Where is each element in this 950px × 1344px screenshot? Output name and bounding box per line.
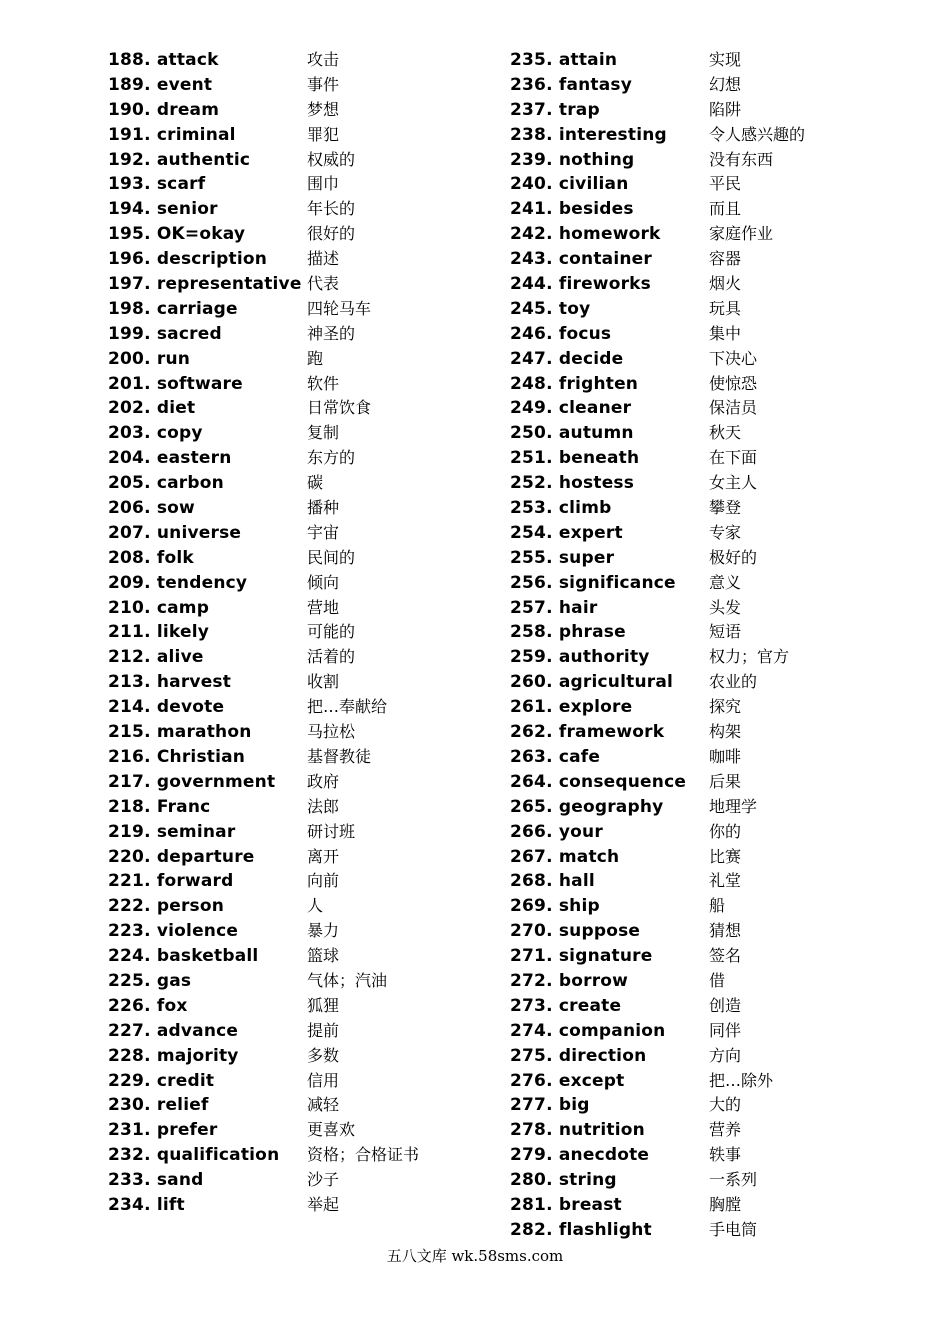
vocab-meaning: 围巾 [307, 174, 340, 194]
vocab-row [108, 1019, 488, 1044]
vocab-row [108, 1118, 488, 1143]
vocab-meaning: 胸膛 [709, 1194, 742, 1214]
vocab-term: 257. hair [510, 597, 598, 618]
vocab-term: 201. software [108, 373, 243, 394]
vocab-row [510, 1218, 890, 1243]
vocab-row [510, 297, 890, 322]
vocab-term: 188. attack [108, 50, 219, 70]
vocab-row [108, 969, 488, 994]
vocab-row [108, 1069, 488, 1094]
vocab-meaning: 东方的 [307, 448, 356, 468]
vocab-meaning: 把…除外 [709, 1070, 774, 1090]
vocabulary-column-left [108, 48, 488, 1218]
vocab-row [108, 521, 488, 546]
vocab-term: 231. prefer [108, 1120, 218, 1141]
vocab-term: 281. breast [510, 1194, 622, 1215]
vocab-row [510, 148, 890, 173]
vocab-meaning: 基督教徒 [307, 746, 372, 766]
vocab-term: 269. ship [510, 896, 600, 917]
vocab-meaning: 下决心 [709, 348, 758, 368]
vocab-term: 195. OK=okay [108, 224, 246, 245]
vocab-meaning: 气体；汽油 [307, 970, 388, 990]
vocab-row [510, 670, 890, 695]
vocab-term: 242. homework [510, 224, 661, 245]
vocab-row [510, 620, 890, 645]
vocab-meaning: 神圣的 [307, 323, 356, 343]
vocab-term: 262. framework [510, 722, 665, 743]
vocab-meaning: 向前 [307, 871, 340, 891]
vocab-row [510, 1019, 890, 1044]
vocab-term: 208. folk [108, 547, 194, 568]
vocab-term: 266. your [510, 821, 603, 842]
vocab-meaning: 罪犯 [307, 124, 340, 144]
vocab-term: 250. autumn [510, 423, 634, 444]
vocab-term: 251. beneath [510, 448, 640, 469]
vocab-meaning: 构架 [709, 722, 742, 742]
vocab-row [108, 596, 488, 621]
vocab-meaning: 令人感兴趣的 [709, 124, 806, 144]
vocabulary-column-right [510, 48, 890, 1243]
vocab-term: 224. basketball [108, 946, 259, 967]
vocab-meaning: 地理学 [709, 796, 758, 816]
vocab-row [510, 222, 890, 247]
vocab-term: 259. authority [510, 647, 650, 668]
vocab-term: 265. geography [510, 796, 664, 817]
vocab-row [108, 869, 488, 894]
vocab-meaning: 信用 [307, 1070, 340, 1090]
vocab-term: 278. nutrition [510, 1120, 645, 1141]
vocab-term: 272. borrow [510, 970, 629, 991]
vocab-term: 270. suppose [510, 921, 641, 942]
vocab-row [510, 571, 890, 596]
vocab-row [108, 421, 488, 446]
vocab-term: 241. besides [510, 199, 634, 220]
vocab-row [510, 347, 890, 372]
vocab-term: 237. trap [510, 99, 600, 120]
vocab-term: 190. dream [108, 99, 220, 120]
vocab-row [510, 645, 890, 670]
vocab-term: 203. copy [108, 423, 203, 444]
vocab-term: 255. super [510, 547, 615, 568]
vocab-row [108, 1168, 488, 1193]
vocab-meaning: 马拉松 [307, 722, 356, 742]
vocab-meaning: 复制 [307, 423, 340, 443]
vocab-term: 276. except [510, 1070, 625, 1091]
vocab-meaning: 猜想 [709, 921, 742, 941]
vocab-row [510, 944, 890, 969]
vocab-row [510, 596, 890, 621]
vocab-meaning: 家庭作业 [709, 224, 774, 244]
vocab-term: 248. frighten [510, 373, 639, 394]
vocab-term: 219. seminar [108, 821, 236, 842]
vocab-meaning: 陷阱 [709, 99, 742, 119]
vocab-term: 220. departure [108, 846, 255, 867]
vocab-term: 245. toy [510, 298, 591, 319]
vocab-term: 274. companion [510, 1020, 666, 1041]
vocab-row [108, 919, 488, 944]
vocab-meaning: 人 [307, 896, 324, 916]
vocab-meaning: 平民 [709, 174, 742, 194]
vocab-term: 209. tendency [108, 572, 248, 593]
vocab-meaning: 跑 [307, 348, 324, 368]
vocab-meaning: 没有东西 [709, 149, 774, 169]
vocab-row [510, 48, 890, 73]
vocab-term: 249. cleaner [510, 398, 632, 419]
vocab-meaning: 多数 [307, 1045, 340, 1065]
vocab-meaning: 农业的 [709, 672, 758, 692]
vocab-term: 273. create [510, 995, 622, 1016]
vocab-meaning: 集中 [709, 323, 742, 343]
vocab-meaning: 玩具 [709, 298, 742, 318]
page-footer: 五八文库 wk.58sms.com [386, 1247, 564, 1265]
vocab-term: 226. fox [108, 995, 188, 1016]
vocab-term: 212. alive [108, 647, 204, 668]
vocab-row [108, 48, 488, 73]
vocab-row [510, 720, 890, 745]
vocab-term: 232. qualification [108, 1145, 280, 1166]
vocab-meaning: 资格；合格证书 [307, 1145, 420, 1165]
vocab-row [108, 1193, 488, 1218]
vocab-row [510, 1044, 890, 1069]
vocab-row [108, 297, 488, 322]
vocab-meaning: 营养 [709, 1120, 742, 1140]
vocab-meaning: 探究 [709, 697, 742, 717]
vocab-row [510, 247, 890, 272]
vocab-meaning: 政府 [307, 771, 340, 791]
vocab-term: 206. sow [108, 498, 195, 519]
vocab-row [108, 322, 488, 347]
vocab-term: 261. explore [510, 697, 633, 718]
vocab-row [108, 620, 488, 645]
vocab-meaning: 收割 [307, 672, 340, 692]
vocab-meaning: 事件 [307, 74, 340, 94]
vocab-meaning: 方向 [709, 1045, 742, 1065]
vocab-row [510, 197, 890, 222]
vocab-term: 264. consequence [510, 771, 687, 792]
vocab-term: 196. description [108, 249, 268, 270]
vocab-row [108, 894, 488, 919]
vocab-meaning: 暴力 [307, 921, 340, 941]
vocab-meaning: 烟火 [709, 274, 742, 294]
vocab-term: 229. credit [108, 1070, 215, 1091]
vocab-term: 218. Franc [108, 796, 211, 817]
vocab-term: 260. agricultural [510, 672, 674, 693]
vocab-row [510, 73, 890, 98]
vocab-row [108, 994, 488, 1019]
vocab-meaning: 倾向 [307, 572, 340, 592]
vocab-term: 194. senior [108, 199, 218, 220]
vocab-row [108, 820, 488, 845]
vocab-row [510, 98, 890, 123]
vocab-row [510, 845, 890, 870]
vocab-row [108, 645, 488, 670]
vocab-meaning: 很好的 [307, 224, 356, 244]
vocab-term: 227. advance [108, 1020, 239, 1041]
vocab-meaning: 女主人 [709, 473, 758, 493]
vocab-row [510, 396, 890, 421]
vocab-meaning: 可能的 [307, 622, 356, 642]
vocab-row [510, 521, 890, 546]
vocab-row [108, 1143, 488, 1168]
vocab-term: 275. direction [510, 1045, 647, 1066]
vocab-row [108, 770, 488, 795]
vocab-meaning: 专家 [709, 522, 742, 542]
vocab-term: 223. violence [108, 921, 239, 942]
vocab-row [108, 347, 488, 372]
vocab-row [108, 396, 488, 421]
vocab-row [510, 894, 890, 919]
vocab-meaning: 举起 [307, 1194, 340, 1214]
vocab-meaning: 在下面 [709, 448, 758, 468]
vocab-term: 192. authentic [108, 149, 251, 170]
vocab-meaning: 日常饮食 [307, 398, 372, 418]
vocab-term: 247. decide [510, 348, 624, 369]
vocab-row [510, 546, 890, 571]
vocab-row [108, 172, 488, 197]
vocab-row [510, 795, 890, 820]
vocab-term: 221. forward [108, 871, 234, 892]
vocab-meaning: 意义 [709, 572, 742, 592]
vocab-meaning: 攻击 [307, 50, 340, 69]
vocab-row [108, 1044, 488, 1069]
vocab-row [108, 695, 488, 720]
vocab-row [108, 795, 488, 820]
vocab-term: 207. universe [108, 522, 242, 543]
vocab-term: 239. nothing [510, 149, 635, 170]
vocab-row [510, 123, 890, 148]
vocab-meaning: 而且 [709, 199, 742, 219]
vocab-meaning: 你的 [709, 821, 742, 841]
vocab-term: 193. scarf [108, 174, 206, 195]
vocab-row [510, 969, 890, 994]
vocab-meaning: 使惊恐 [709, 373, 758, 393]
vocab-term: 211. likely [108, 622, 210, 643]
vocab-row [108, 73, 488, 98]
vocab-meaning: 宇宙 [307, 522, 340, 542]
vocab-meaning: 借 [709, 970, 726, 990]
vocab-term: 238. interesting [510, 124, 667, 145]
vocab-term: 252. hostess [510, 473, 635, 494]
vocab-meaning: 研讨班 [307, 821, 356, 841]
vocab-term: 204. eastern [108, 448, 232, 469]
vocab-row [510, 1193, 890, 1218]
vocab-term: 191. criminal [108, 124, 236, 145]
vocab-term: 254. expert [510, 522, 623, 543]
vocab-meaning: 软件 [307, 373, 340, 393]
vocab-meaning: 头发 [709, 597, 742, 617]
vocab-row [108, 546, 488, 571]
vocab-term: 216. Christian [108, 746, 246, 767]
vocab-term: 233. sand [108, 1170, 204, 1191]
vocab-row [108, 446, 488, 471]
vocab-meaning: 咖啡 [709, 746, 742, 766]
vocab-term: 210. camp [108, 597, 210, 618]
vocab-term: 271. signature [510, 946, 653, 967]
vocab-row [108, 123, 488, 148]
vocab-meaning: 离开 [307, 846, 340, 866]
vocab-term: 236. fantasy [510, 74, 633, 95]
vocab-term: 240. civilian [510, 174, 629, 195]
vocab-term: 217. government [108, 771, 276, 792]
vocab-row [510, 421, 890, 446]
vocab-meaning: 播种 [307, 498, 340, 518]
vocab-term: 268. hall [510, 871, 595, 892]
vocab-term: 258. phrase [510, 622, 626, 643]
vocab-row [108, 372, 488, 397]
vocab-meaning: 一系列 [709, 1170, 758, 1190]
vocab-row [108, 745, 488, 770]
vocab-row [510, 372, 890, 397]
vocab-meaning: 把…奉献给 [307, 697, 388, 717]
vocab-row [510, 322, 890, 347]
vocab-meaning: 篮球 [307, 946, 340, 966]
vocab-term: 280. string [510, 1170, 617, 1191]
vocab-row [510, 770, 890, 795]
vocab-term: 230. relief [108, 1095, 209, 1116]
vocab-meaning: 创造 [709, 995, 742, 1015]
vocab-meaning: 保洁员 [709, 398, 758, 418]
vocab-row [510, 1118, 890, 1143]
vocab-row [108, 148, 488, 173]
vocab-meaning: 四轮马车 [307, 298, 372, 318]
vocab-row [510, 496, 890, 521]
vocab-term: 277. big [510, 1095, 590, 1116]
vocab-row [510, 471, 890, 496]
vocab-meaning: 营地 [307, 597, 340, 617]
vocab-term: 246. focus [510, 323, 612, 344]
vocab-row [510, 869, 890, 894]
vocab-row [108, 944, 488, 969]
vocab-term: 225. gas [108, 970, 192, 991]
vocab-meaning: 幻想 [709, 74, 742, 94]
vocab-row [108, 471, 488, 496]
vocab-term: 199. sacred [108, 323, 222, 344]
vocab-term: 243. container [510, 249, 652, 270]
vocab-meaning: 法郎 [307, 796, 340, 816]
vocab-row [108, 845, 488, 870]
vocab-term: 263. cafe [510, 746, 601, 767]
vocab-term: 197. representative [108, 274, 302, 295]
vocab-term: 253. climb [510, 498, 612, 519]
vocab-meaning: 实现 [709, 50, 742, 69]
vocab-term: 200. run [108, 348, 191, 369]
vocab-meaning: 狐狸 [307, 995, 340, 1015]
vocab-term: 256. significance [510, 572, 676, 593]
vocab-meaning: 年长的 [307, 199, 356, 219]
vocab-row [510, 446, 890, 471]
vocab-meaning: 描述 [307, 249, 340, 269]
vocab-meaning: 提前 [307, 1020, 340, 1040]
vocab-meaning: 攀登 [709, 498, 742, 518]
vocab-meaning: 大的 [709, 1095, 742, 1115]
vocab-row [108, 571, 488, 596]
vocab-row [108, 496, 488, 521]
vocab-term: 214. devote [108, 697, 225, 718]
vocab-term: 215. marathon [108, 722, 252, 743]
vocab-meaning: 短语 [709, 622, 742, 642]
vocab-term: 267. match [510, 846, 620, 867]
vocab-row [108, 222, 488, 247]
vocab-term: 205. carbon [108, 473, 224, 494]
vocab-term: 228. majority [108, 1045, 239, 1066]
vocab-meaning: 比赛 [709, 846, 742, 866]
vocab-meaning: 极好的 [709, 547, 758, 567]
vocab-term: 234. lift [108, 1194, 185, 1215]
vocab-meaning: 民间的 [307, 547, 356, 567]
vocab-row [510, 1168, 890, 1193]
vocab-meaning: 沙子 [307, 1170, 340, 1190]
vocab-row [510, 695, 890, 720]
vocab-meaning: 同伴 [709, 1020, 742, 1040]
vocab-row [510, 1143, 890, 1168]
vocab-term: 235. attain [510, 50, 618, 70]
vocab-meaning: 减轻 [307, 1095, 340, 1115]
vocab-meaning: 代表 [307, 274, 340, 294]
vocab-row [510, 172, 890, 197]
vocab-term: 198. carriage [108, 298, 238, 319]
vocab-row [510, 1093, 890, 1118]
vocab-term: 222. person [108, 896, 225, 917]
vocab-term: 213. harvest [108, 672, 232, 693]
vocab-row [108, 1093, 488, 1118]
vocab-meaning: 秋天 [709, 423, 742, 443]
vocab-meaning: 签名 [709, 946, 742, 966]
vocab-meaning: 船 [709, 896, 726, 916]
vocab-meaning: 碳 [307, 473, 324, 493]
vocab-row [510, 994, 890, 1019]
vocab-row [510, 272, 890, 297]
vocab-row [108, 670, 488, 695]
vocab-term: 279. anecdote [510, 1145, 650, 1166]
vocab-row [108, 720, 488, 745]
vocab-row [108, 197, 488, 222]
vocab-meaning: 后果 [709, 771, 742, 791]
vocab-meaning: 权力；官方 [709, 647, 790, 667]
vocab-row [108, 98, 488, 123]
vocab-meaning: 礼堂 [709, 871, 742, 891]
vocab-row [510, 919, 890, 944]
vocab-meaning: 轶事 [709, 1145, 742, 1165]
vocab-row [510, 1069, 890, 1094]
vocab-row [108, 272, 488, 297]
vocab-term: 244. fireworks [510, 274, 651, 295]
vocab-meaning: 权威的 [307, 149, 356, 169]
vocab-term: 282. flashlight [510, 1219, 652, 1240]
vocab-row [510, 745, 890, 770]
vocab-meaning: 手电筒 [709, 1219, 758, 1239]
vocab-row [510, 820, 890, 845]
vocab-meaning: 更喜欢 [307, 1120, 356, 1140]
vocab-row [108, 247, 488, 272]
vocab-meaning: 梦想 [307, 99, 340, 119]
vocab-term: 189. event [108, 74, 213, 95]
vocab-meaning: 容器 [709, 249, 742, 269]
vocab-meaning: 活着的 [307, 647, 356, 667]
vocab-term: 202. diet [108, 398, 196, 419]
